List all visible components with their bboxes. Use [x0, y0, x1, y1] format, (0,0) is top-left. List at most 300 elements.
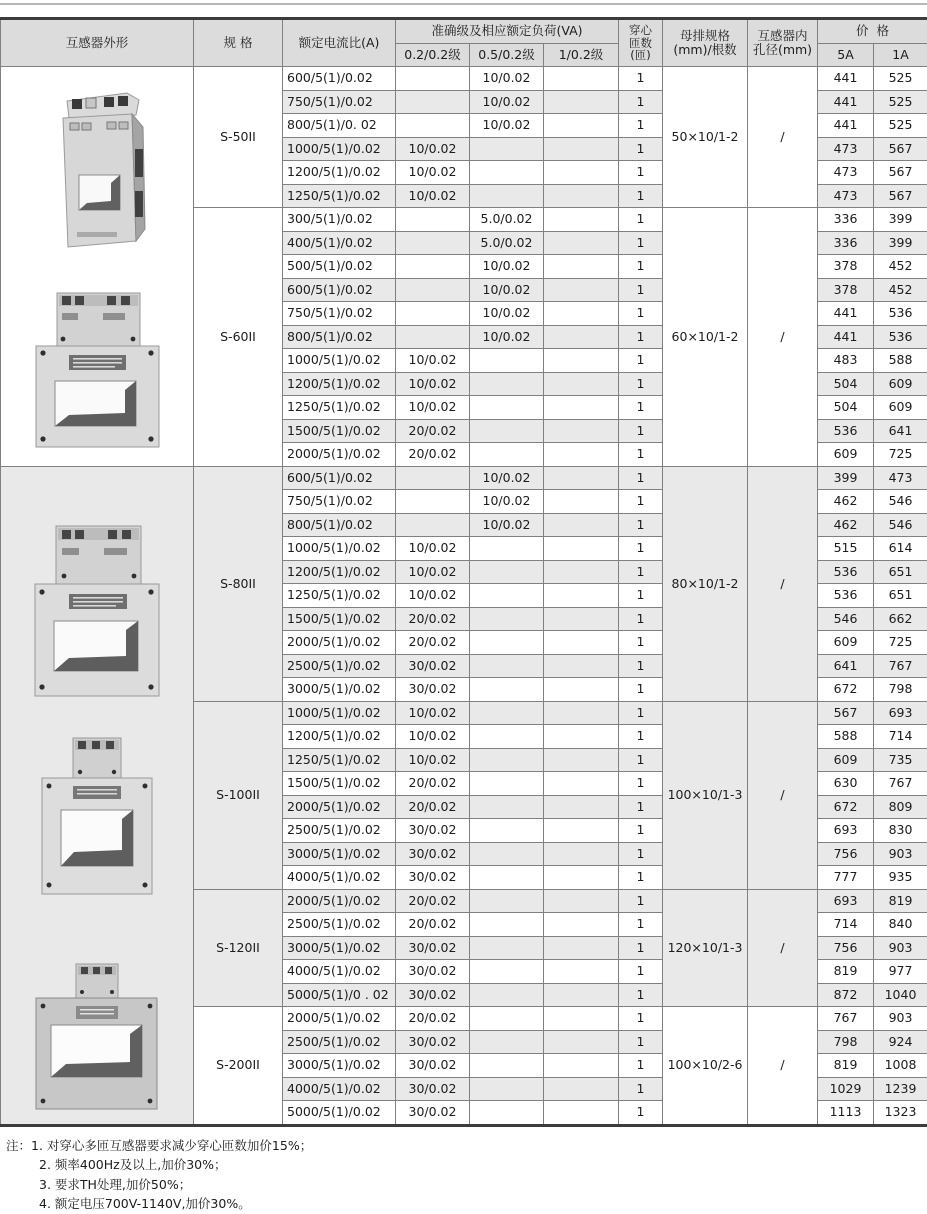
- rated-current-ratio: 1000/5(1)/0.02: [283, 349, 396, 373]
- rated-current-ratio: 2000/5(1)/0.02: [283, 795, 396, 819]
- accuracy-05-load: [470, 184, 544, 208]
- spec-cell: S-100II: [194, 701, 283, 889]
- turns-count: 1: [619, 513, 663, 537]
- rated-current-ratio: 4000/5(1)/0.02: [283, 1077, 396, 1101]
- accuracy-1-load: [544, 607, 619, 631]
- accuracy-1-load: [544, 90, 619, 114]
- accuracy-1-load: [544, 67, 619, 91]
- spec-cell: S-60II: [194, 208, 283, 467]
- price-1a: 567: [874, 161, 927, 185]
- accuracy-05-load: [470, 631, 544, 655]
- price-1a: 809: [874, 795, 927, 819]
- price-1a: 452: [874, 278, 927, 302]
- accuracy-1-load: [544, 1077, 619, 1101]
- price-1a: 525: [874, 67, 927, 91]
- price-5a: 609: [818, 443, 874, 467]
- col-header-price-1a: 1A: [874, 43, 927, 67]
- accuracy-05-load: 10/0.02: [470, 490, 544, 514]
- rated-current-ratio: 1250/5(1)/0.02: [283, 748, 396, 772]
- price-5a: 378: [818, 278, 874, 302]
- accuracy-02-load: 20/0.02: [396, 443, 470, 467]
- bore-diameter-cell: /: [748, 1007, 818, 1126]
- accuracy-02-load: 30/0.02: [396, 983, 470, 1007]
- price-5a: 441: [818, 302, 874, 326]
- busbar-spec-cell: 100×10/1-3: [663, 701, 748, 889]
- ct-photo-s60ii: [29, 289, 165, 455]
- accuracy-1-load: [544, 913, 619, 937]
- accuracy-1-load: [544, 678, 619, 702]
- busbar-spec-cell: 120×10/1-3: [663, 889, 748, 1007]
- bore-diameter-cell: /: [748, 208, 818, 467]
- price-1a: 641: [874, 419, 927, 443]
- price-1a: 725: [874, 631, 927, 655]
- catalog-page: [0, 3, 927, 1214]
- accuracy-02-load: 20/0.02: [396, 889, 470, 913]
- price-5a: 630: [818, 772, 874, 796]
- spec-cell: S-120II: [194, 889, 283, 1007]
- accuracy-1-load: [544, 1030, 619, 1054]
- accuracy-1-load: [544, 560, 619, 584]
- rated-current-ratio: 5000/5(1)/0.02: [283, 1101, 396, 1126]
- accuracy-02-load: [396, 67, 470, 91]
- rated-current-ratio: 750/5(1)/0.02: [283, 90, 396, 114]
- rated-current-ratio: 800/5(1)/0.02: [283, 513, 396, 537]
- col-header-spec: 规 格: [194, 19, 283, 67]
- accuracy-1-load: [544, 537, 619, 561]
- price-1a: 903: [874, 936, 927, 960]
- accuracy-1-load: [544, 866, 619, 890]
- ct-photo-s50ii: [47, 87, 147, 259]
- turns-count: 1: [619, 1054, 663, 1078]
- accuracy-02-load: 30/0.02: [396, 866, 470, 890]
- ct-photo-s80ii: [28, 522, 166, 704]
- price-5a: 536: [818, 560, 874, 584]
- price-5a: 798: [818, 1030, 874, 1054]
- accuracy-02-load: 30/0.02: [396, 842, 470, 866]
- accuracy-02-load: [396, 278, 470, 302]
- accuracy-05-load: [470, 795, 544, 819]
- accuracy-05-load: [470, 936, 544, 960]
- turns-count: 1: [619, 349, 663, 373]
- price-5a: 462: [818, 490, 874, 514]
- price-1a: 935: [874, 866, 927, 890]
- price-5a: 441: [818, 114, 874, 138]
- accuracy-1-load: [544, 137, 619, 161]
- price-5a: 872: [818, 983, 874, 1007]
- accuracy-1-load: [544, 983, 619, 1007]
- accuracy-05-load: [470, 983, 544, 1007]
- accuracy-05-load: [470, 889, 544, 913]
- accuracy-02-load: 30/0.02: [396, 654, 470, 678]
- price-5a: 515: [818, 537, 874, 561]
- accuracy-05-load: [470, 607, 544, 631]
- accuracy-05-load: 10/0.02: [470, 513, 544, 537]
- rated-current-ratio: 1000/5(1)/0.02: [283, 537, 396, 561]
- accuracy-05-load: [470, 419, 544, 443]
- rated-current-ratio: 2500/5(1)/0.02: [283, 654, 396, 678]
- price-5a: 672: [818, 678, 874, 702]
- accuracy-05-load: 10/0.02: [470, 67, 544, 91]
- accuracy-1-load: [544, 654, 619, 678]
- accuracy-1-load: [544, 772, 619, 796]
- turns-count: 1: [619, 1077, 663, 1101]
- bore-diameter-cell: /: [748, 701, 818, 889]
- price-1a: 452: [874, 255, 927, 279]
- price-5a: 473: [818, 184, 874, 208]
- accuracy-05-load: [470, 701, 544, 725]
- turns-count: 1: [619, 255, 663, 279]
- accuracy-1-load: [544, 1101, 619, 1126]
- rated-current-ratio: 1200/5(1)/0.02: [283, 372, 396, 396]
- turns-count: 1: [619, 231, 663, 255]
- price-1a: 651: [874, 560, 927, 584]
- accuracy-05-load: 10/0.02: [470, 302, 544, 326]
- price-5a: 536: [818, 419, 874, 443]
- price-1a: 1239: [874, 1077, 927, 1101]
- accuracy-05-load: 10/0.02: [470, 90, 544, 114]
- rated-current-ratio: 500/5(1)/0.02: [283, 255, 396, 279]
- note-line-2: 2. 频率400Hz及以上,加价30%；: [6, 1155, 927, 1175]
- bore-diameter-cell: /: [748, 466, 818, 701]
- accuracy-05-load: 10/0.02: [470, 278, 544, 302]
- price-5a: 641: [818, 654, 874, 678]
- accuracy-05-load: [470, 560, 544, 584]
- col-header-price-5a: 5A: [818, 43, 874, 67]
- turns-count: 1: [619, 866, 663, 890]
- accuracy-02-load: [396, 255, 470, 279]
- product-photo-cell: [1, 466, 194, 1125]
- accuracy-05-load: [470, 372, 544, 396]
- rated-current-ratio: 750/5(1)/0.02: [283, 302, 396, 326]
- accuracy-02-load: 30/0.02: [396, 1030, 470, 1054]
- price-1a: 567: [874, 137, 927, 161]
- turns-count: 1: [619, 67, 663, 91]
- accuracy-1-load: [544, 960, 619, 984]
- page-top-rule: [0, 3, 927, 5]
- price-5a: 462: [818, 513, 874, 537]
- accuracy-05-load: [470, 443, 544, 467]
- turns-count: 1: [619, 913, 663, 937]
- price-1a: 525: [874, 90, 927, 114]
- accuracy-1-load: [544, 819, 619, 843]
- price-5a: 672: [818, 795, 874, 819]
- price-1a: 546: [874, 513, 927, 537]
- busbar-spec-cell: 80×10/1-2: [663, 466, 748, 701]
- price-5a: 819: [818, 960, 874, 984]
- accuracy-1-load: [544, 490, 619, 514]
- price-1a: 473: [874, 466, 927, 490]
- accuracy-1-load: [544, 114, 619, 138]
- accuracy-05-load: 5.0/0.02: [470, 208, 544, 232]
- accuracy-02-load: 10/0.02: [396, 349, 470, 373]
- accuracy-02-load: 20/0.02: [396, 913, 470, 937]
- accuracy-05-load: [470, 1101, 544, 1126]
- price-1a: 525: [874, 114, 927, 138]
- rated-current-ratio: 4000/5(1)/0.02: [283, 866, 396, 890]
- price-1a: 693: [874, 701, 927, 725]
- accuracy-02-load: 30/0.02: [396, 936, 470, 960]
- rated-current-ratio: 3000/5(1)/0.02: [283, 1054, 396, 1078]
- price-1a: 830: [874, 819, 927, 843]
- col-header-bore: 互感器内 孔径(mm): [748, 19, 818, 67]
- note-item-1: 1. 对穿心多匝互感器要求减少穿心匝数加价15%；: [31, 1138, 312, 1153]
- price-5a: 504: [818, 396, 874, 420]
- accuracy-1-load: [544, 936, 619, 960]
- accuracy-1-load: [544, 443, 619, 467]
- accuracy-02-load: 10/0.02: [396, 537, 470, 561]
- accuracy-05-load: [470, 748, 544, 772]
- turns-count: 1: [619, 936, 663, 960]
- rated-current-ratio: 400/5(1)/0.02: [283, 231, 396, 255]
- price-5a: 1029: [818, 1077, 874, 1101]
- accuracy-1-load: [544, 631, 619, 655]
- col-header-acc-05: 0.5/0.2级: [470, 43, 544, 67]
- turns-count: 1: [619, 419, 663, 443]
- rated-current-ratio: 1200/5(1)/0.02: [283, 725, 396, 749]
- rated-current-ratio: 4000/5(1)/0.02: [283, 960, 396, 984]
- turns-count: 1: [619, 678, 663, 702]
- turns-count: 1: [619, 842, 663, 866]
- accuracy-02-load: 10/0.02: [396, 372, 470, 396]
- col-header-accuracy-group: 准确级及相应额定负荷(VA): [396, 19, 619, 44]
- accuracy-1-load: [544, 889, 619, 913]
- accuracy-05-load: 10/0.02: [470, 325, 544, 349]
- col-header-busbar: 母排规格 (mm)/根数: [663, 19, 748, 67]
- turns-count: 1: [619, 396, 663, 420]
- rated-current-ratio: 600/5(1)/0.02: [283, 466, 396, 490]
- rated-current-ratio: 3000/5(1)/0.02: [283, 842, 396, 866]
- turns-count: 1: [619, 114, 663, 138]
- rated-current-ratio: 1500/5(1)/0.02: [283, 607, 396, 631]
- turns-count: 1: [619, 960, 663, 984]
- price-1a: 609: [874, 396, 927, 420]
- rated-current-ratio: 2000/5(1)/0.02: [283, 443, 396, 467]
- price-1a: 714: [874, 725, 927, 749]
- turns-count: 1: [619, 725, 663, 749]
- accuracy-1-load: [544, 302, 619, 326]
- price-1a: 798: [874, 678, 927, 702]
- rated-current-ratio: 1250/5(1)/0.02: [283, 184, 396, 208]
- price-1a: 546: [874, 490, 927, 514]
- price-1a: 609: [874, 372, 927, 396]
- price-5a: 756: [818, 936, 874, 960]
- accuracy-02-load: 20/0.02: [396, 607, 470, 631]
- accuracy-02-load: 10/0.02: [396, 748, 470, 772]
- bore-diameter-cell: /: [748, 67, 818, 208]
- price-5a: 693: [818, 889, 874, 913]
- price-1a: 903: [874, 1007, 927, 1031]
- price-5a: 777: [818, 866, 874, 890]
- turns-count: 1: [619, 137, 663, 161]
- accuracy-1-load: [544, 795, 619, 819]
- accuracy-1-load: [544, 725, 619, 749]
- turns-count: 1: [619, 1101, 663, 1126]
- turns-count: 1: [619, 819, 663, 843]
- accuracy-1-load: [544, 325, 619, 349]
- price-1a: 536: [874, 325, 927, 349]
- spec-cell: S-50II: [194, 67, 283, 208]
- accuracy-05-load: 10/0.02: [470, 466, 544, 490]
- product-photo-cell: [1, 67, 194, 467]
- accuracy-02-load: 10/0.02: [396, 584, 470, 608]
- accuracy-05-load: [470, 1077, 544, 1101]
- col-header-turns: 穿心 匝数 (匝): [619, 19, 663, 67]
- accuracy-05-load: [470, 1054, 544, 1078]
- accuracy-1-load: [544, 161, 619, 185]
- note-line-1: [6, 1136, 927, 1156]
- accuracy-02-load: 30/0.02: [396, 678, 470, 702]
- accuracy-02-load: [396, 490, 470, 514]
- price-1a: 614: [874, 537, 927, 561]
- turns-count: 1: [619, 560, 663, 584]
- turns-count: 1: [619, 208, 663, 232]
- accuracy-1-load: [544, 419, 619, 443]
- rated-current-ratio: 1250/5(1)/0.02: [283, 584, 396, 608]
- rated-current-ratio: 1500/5(1)/0.02: [283, 419, 396, 443]
- turns-count: 1: [619, 90, 663, 114]
- turns-count: 1: [619, 631, 663, 655]
- price-1a: 567: [874, 184, 927, 208]
- price-5a: 609: [818, 748, 874, 772]
- price-1a: 767: [874, 772, 927, 796]
- table-body: [1, 67, 927, 1126]
- spec-cell: S-80II: [194, 466, 283, 701]
- turns-count: 1: [619, 466, 663, 490]
- accuracy-05-load: [470, 584, 544, 608]
- photo-stack-group2: [1, 467, 193, 1118]
- price-5a: 336: [818, 231, 874, 255]
- turns-count: 1: [619, 325, 663, 349]
- accuracy-1-load: [544, 842, 619, 866]
- rated-current-ratio: 2500/5(1)/0.02: [283, 913, 396, 937]
- accuracy-02-load: 30/0.02: [396, 1101, 470, 1126]
- turns-count: 1: [619, 654, 663, 678]
- note-line-4: 4. 额定电压700V-1140V,加价30%。: [6, 1194, 927, 1214]
- accuracy-05-load: [470, 913, 544, 937]
- turns-count: 1: [619, 537, 663, 561]
- rated-current-ratio: 1000/5(1)/0.02: [283, 701, 396, 725]
- accuracy-1-load: [544, 278, 619, 302]
- notes-prefix: 注：: [6, 1138, 31, 1153]
- price-5a: 336: [818, 208, 874, 232]
- accuracy-02-load: 10/0.02: [396, 161, 470, 185]
- price-5a: 536: [818, 584, 874, 608]
- accuracy-05-load: [470, 1030, 544, 1054]
- price-5a: 588: [818, 725, 874, 749]
- accuracy-05-load: [470, 161, 544, 185]
- notes-block: [6, 1136, 927, 1214]
- turns-count: 1: [619, 584, 663, 608]
- price-1a: 1040: [874, 983, 927, 1007]
- price-5a: 609: [818, 631, 874, 655]
- accuracy-05-load: [470, 537, 544, 561]
- price-5a: 399: [818, 466, 874, 490]
- rated-current-ratio: 300/5(1)/0.02: [283, 208, 396, 232]
- turns-count: 1: [619, 701, 663, 725]
- price-5a: 819: [818, 1054, 874, 1078]
- accuracy-02-load: [396, 208, 470, 232]
- price-5a: 504: [818, 372, 874, 396]
- busbar-spec-cell: 100×10/2-6: [663, 1007, 748, 1126]
- accuracy-02-load: 10/0.02: [396, 560, 470, 584]
- price-1a: 735: [874, 748, 927, 772]
- accuracy-02-load: [396, 114, 470, 138]
- turns-count: 1: [619, 302, 663, 326]
- price-1a: 767: [874, 654, 927, 678]
- turns-count: 1: [619, 372, 663, 396]
- col-header-ratio: 额定电流比(A): [283, 19, 396, 67]
- accuracy-1-load: [544, 748, 619, 772]
- accuracy-1-load: [544, 255, 619, 279]
- price-1a: 977: [874, 960, 927, 984]
- accuracy-02-load: 20/0.02: [396, 772, 470, 796]
- turns-count: 1: [619, 889, 663, 913]
- busbar-spec-cell: 50×10/1-2: [663, 67, 748, 208]
- price-5a: 567: [818, 701, 874, 725]
- price-5a: 378: [818, 255, 874, 279]
- turns-count: 1: [619, 748, 663, 772]
- accuracy-1-load: [544, 1054, 619, 1078]
- price-5a: 693: [818, 819, 874, 843]
- rated-current-ratio: 3000/5(1)/0.02: [283, 678, 396, 702]
- price-1a: 536: [874, 302, 927, 326]
- price-1a: 819: [874, 889, 927, 913]
- rated-current-ratio: 600/5(1)/0.02: [283, 278, 396, 302]
- accuracy-05-load: [470, 654, 544, 678]
- accuracy-02-load: 10/0.02: [396, 184, 470, 208]
- table-row: [1, 67, 927, 91]
- accuracy-05-load: [470, 1007, 544, 1031]
- turns-count: 1: [619, 607, 663, 631]
- price-5a: 1113: [818, 1101, 874, 1126]
- accuracy-02-load: 30/0.02: [396, 819, 470, 843]
- rated-current-ratio: 1200/5(1)/0.02: [283, 560, 396, 584]
- accuracy-05-load: [470, 842, 544, 866]
- price-5a: 767: [818, 1007, 874, 1031]
- price-5a: 546: [818, 607, 874, 631]
- accuracy-1-load: [544, 372, 619, 396]
- accuracy-1-load: [544, 513, 619, 537]
- table-header: [1, 19, 927, 67]
- turns-count: 1: [619, 443, 663, 467]
- spec-cell: S-200II: [194, 1007, 283, 1126]
- rated-current-ratio: 800/5(1)/0.02: [283, 325, 396, 349]
- rated-current-ratio: 750/5(1)/0.02: [283, 490, 396, 514]
- accuracy-02-load: [396, 466, 470, 490]
- turns-count: 1: [619, 1007, 663, 1031]
- price-5a: 473: [818, 137, 874, 161]
- price-5a: 441: [818, 90, 874, 114]
- turns-count: 1: [619, 278, 663, 302]
- accuracy-02-load: 30/0.02: [396, 1054, 470, 1078]
- price-5a: 756: [818, 842, 874, 866]
- price-5a: 483: [818, 349, 874, 373]
- rated-current-ratio: 1500/5(1)/0.02: [283, 772, 396, 796]
- accuracy-05-load: [470, 396, 544, 420]
- accuracy-02-load: 10/0.02: [396, 725, 470, 749]
- price-5a: 473: [818, 161, 874, 185]
- accuracy-05-load: 10/0.02: [470, 114, 544, 138]
- rated-current-ratio: 3000/5(1)/0.02: [283, 936, 396, 960]
- turns-count: 1: [619, 184, 663, 208]
- accuracy-05-load: 10/0.02: [470, 255, 544, 279]
- turns-count: 1: [619, 490, 663, 514]
- accuracy-1-load: [544, 349, 619, 373]
- accuracy-1-load: [544, 584, 619, 608]
- price-1a: 924: [874, 1030, 927, 1054]
- accuracy-02-load: [396, 90, 470, 114]
- accuracy-05-load: [470, 866, 544, 890]
